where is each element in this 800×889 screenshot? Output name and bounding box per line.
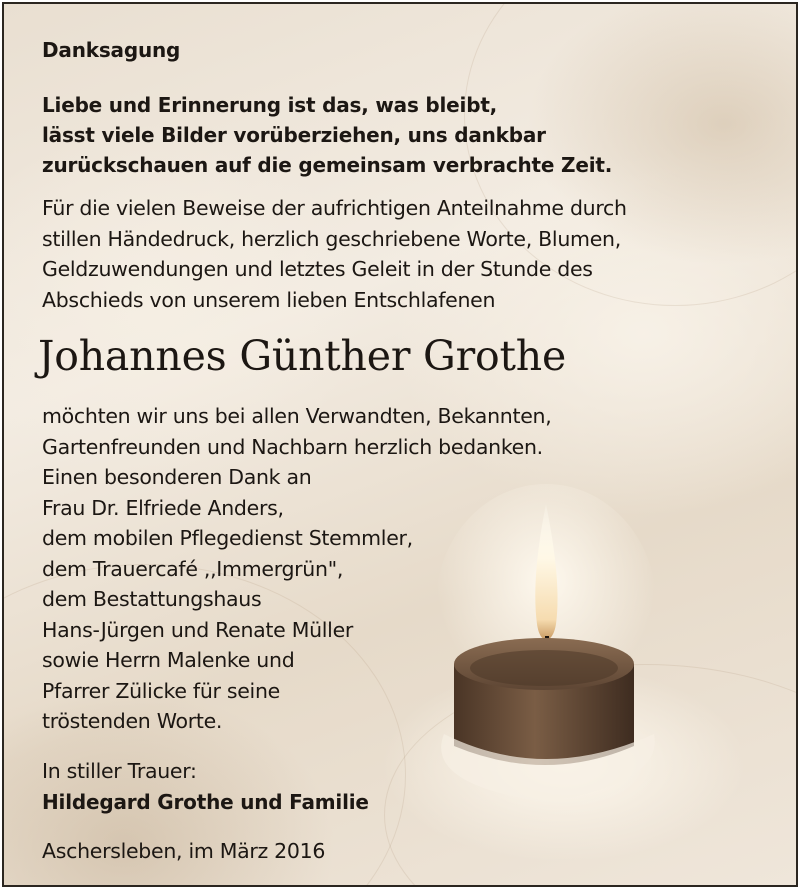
thanks-line: Pfarrer Zülicke für seine [42, 678, 280, 703]
quote-line: Liebe und Erinnerung ist das, was bleibt, [42, 93, 498, 117]
thanks-line: sowie Herrn Malenke und [42, 648, 295, 672]
quote-line: lässt viele Bilder vorüberziehen, uns dankbar [42, 123, 546, 147]
mourning-label: In stiller Trauer: [42, 759, 197, 783]
thanks-line: Frau Dr. Elfriede Anders, [42, 495, 284, 520]
intro-line: Für die vielen Beweise der aufrichtigen Anteilnahme durch [42, 196, 627, 220]
thanks-line: Hans-Jürgen und Renate Müller [42, 617, 354, 642]
thanks-line: dem Trauercafé ,,Immergrün", [42, 556, 344, 581]
family-name: Hildegard Grothe und Familie [42, 790, 369, 814]
heading: Danksagung [42, 38, 181, 62]
intro-paragraph [42, 193, 627, 315]
thanks-line: Gartenfreunden und Nachbarn herzlich bedanken. [42, 434, 543, 459]
thanks-line: Einen besonderen Dank an [42, 465, 312, 489]
intro-line: stillen Händedruck, herzlich geschriebene Worte, Blumen, [42, 226, 621, 251]
place-date: Aschersleben, im März 2016 [42, 839, 326, 863]
thanks-line: dem Bestattungshaus [42, 587, 262, 611]
deceased-name: Johannes Günther Grothe [38, 332, 567, 380]
quote-line: zurückschauen auf die gemeinsam verbrachte Zeit. [42, 153, 613, 177]
thanks-line: möchten wir uns bei allen Verwandten, Bekannten, [42, 404, 552, 428]
intro-line: Abschieds von unserem lieben Entschlafenen [42, 287, 496, 312]
thanks-line: tröstenden Worte. [42, 709, 223, 733]
intro-line: Geldzuwendungen und letztes Geleit in der Stunde des [42, 257, 593, 281]
obituary-card [2, 2, 798, 887]
memorial-quote [42, 90, 612, 180]
thanks-paragraph [42, 401, 551, 737]
thanks-line: dem mobilen Pflegedienst Stemmler, [42, 526, 413, 550]
